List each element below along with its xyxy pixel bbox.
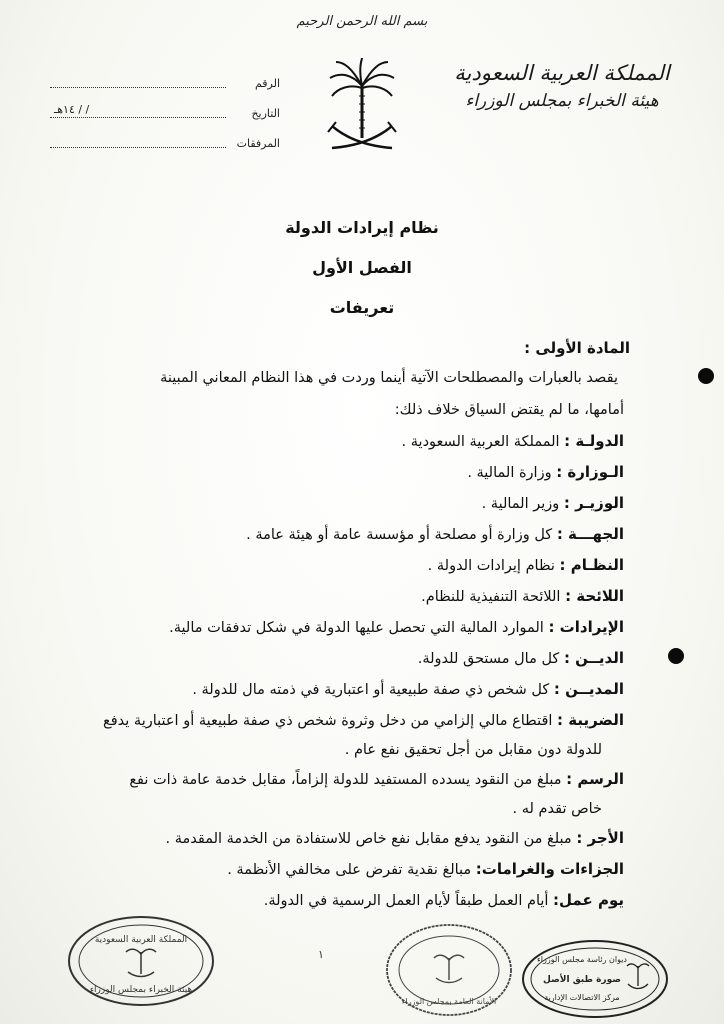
definition-term: يوم عمل: [553, 891, 624, 909]
stamp-right-top-text: ديوان رئاسة مجلس الوزراء [537, 955, 627, 964]
stamp-left-top-text: المملكة العربية السعودية [94, 935, 188, 945]
stamp-true-copy [520, 938, 670, 1020]
definition-term: اللائحة : [565, 587, 624, 605]
definition-text: وزير المالية . [481, 496, 560, 512]
definition-text: كل وزارة أو مصلحة أو مؤسسة عامة أو هيئة عامة . [246, 527, 553, 543]
definition-row [84, 488, 624, 519]
definition-term: الجزاءات والغرامات: [475, 860, 624, 878]
document-titles [0, 208, 724, 328]
org-body-name: هيئة الخبراء بمجلس الوزراء [465, 91, 659, 111]
definition-continuation: للدولة دون مقابل من أجل تحقيق نفع عام . [344, 742, 602, 758]
section-title: تعريفات [329, 298, 395, 317]
definition-row [84, 519, 624, 550]
palm-swords-emblem-icon [322, 56, 402, 160]
definition-term: النظـام : [559, 556, 624, 574]
stamp-experts-commission [66, 914, 216, 1008]
chapter-title: الفصل الأول [312, 258, 412, 277]
stamp-left-bottom-text: هيئة الخبراء بمجلس الوزراء [89, 985, 193, 995]
definition-text: كل مال مستحق للدولة. [417, 651, 560, 667]
definition-term: الديــن : [563, 649, 624, 667]
definition-text: اللائحة التنفيذية للنظام. [421, 589, 561, 605]
punch-hole-top [698, 368, 714, 384]
definition-term: الـوزارة : [556, 463, 624, 481]
ref-date-row [50, 90, 280, 120]
definition-row [84, 550, 624, 581]
stamp-right-mid-text: صورة طبق الأصل [543, 975, 621, 985]
punch-hole-bottom [668, 648, 684, 664]
definition-term: الأجر : [576, 829, 624, 847]
definition-row [84, 643, 624, 674]
definition-term: الدولـة : [564, 432, 624, 450]
stamp-right-bottom-text: مركز الاتصالات الإدارية [544, 993, 620, 1002]
definition-row [84, 823, 624, 854]
definition-row [84, 612, 624, 643]
ref-number-label: الرقم [254, 77, 280, 90]
definition-row [84, 581, 624, 612]
stamp-general-secretariat [384, 922, 514, 1018]
definition-term: الضريبة : [557, 711, 624, 729]
ref-number-line [50, 73, 226, 88]
ref-attachments-row [50, 120, 280, 150]
org-country-name: المملكة العربية السعودية [454, 61, 670, 85]
definition-text: مبلغ من النقود يسدده المستفيد للدولة إلزاماً، مقابل خدمة عامة ذات نفع [129, 772, 562, 788]
definition-continuation: خاص تقدم له . [512, 801, 602, 817]
page-number: ١ [318, 948, 324, 961]
intro-line-1: يقصد بالعبارات والمصطلحات الآتية أينما وردت في هذا النظام المعاني المبينة [160, 370, 618, 386]
definition-row [84, 674, 624, 705]
definition-text: مبالغ نقدية تفرض على مخالفي الأنظمة . [227, 862, 472, 878]
law-title: نظام إيرادات الدولة [285, 218, 439, 237]
article-intro [84, 362, 624, 426]
definition-term: المديــن : [553, 680, 624, 698]
organization-header [442, 58, 682, 114]
ref-number-row [50, 60, 280, 90]
definition-text: مبلغ من النقود يدفع مقابل نفع خاص للاستفادة من الخدمة المقدمة . [165, 831, 572, 847]
intro-line-2: أمامها، ما لم يقتض السياق خلاف ذلك: [394, 402, 624, 418]
ref-attachments-label: المرفقات [236, 137, 280, 150]
definition-text: الموارد المالية التي تحصل عليها الدولة في شكل تدفقات مالية. [169, 620, 544, 636]
article-heading: المادة الأولى : [524, 339, 630, 357]
article-body [84, 334, 630, 916]
ref-date-value: / / ١٤هـ [50, 103, 226, 118]
reference-block [50, 60, 280, 150]
definition-row [84, 705, 624, 736]
definition-text: نظام إيرادات الدولة . [427, 558, 555, 574]
definition-row [84, 854, 624, 885]
definition-text: كل شخص ذي صفة طبيعية أو اعتبارية في ذمته مال للدولة . [192, 682, 550, 698]
definition-text: أيام العمل طبقاً لأيام العمل الرسمية في الدولة. [263, 893, 549, 909]
ref-date-label: التاريخ [251, 107, 280, 120]
definition-row [84, 426, 624, 457]
definition-row [84, 885, 624, 916]
definition-term: الجهـــة : [556, 525, 624, 543]
definition-text: المملكة العربية السعودية . [401, 434, 560, 450]
definition-text: اقتطاع مالي إلزامي من دخل وثروة شخص ذي صفة طبيعية أو اعتبارية يدفع [103, 713, 553, 729]
definition-term: الوزيـر : [563, 494, 624, 512]
definition-row [84, 764, 624, 795]
definition-text: وزارة المالية . [467, 465, 552, 481]
ref-attachments-line [50, 133, 226, 148]
definition-row [84, 457, 624, 488]
definition-term: الرسم : [566, 770, 624, 788]
bismillah-header: بسم الله الرحمن الرحيم [296, 14, 428, 29]
definition-term: الإيرادات : [548, 618, 624, 636]
stamp-middle-text: الأمانة العامة بمجلس الوزراء [401, 997, 497, 1006]
